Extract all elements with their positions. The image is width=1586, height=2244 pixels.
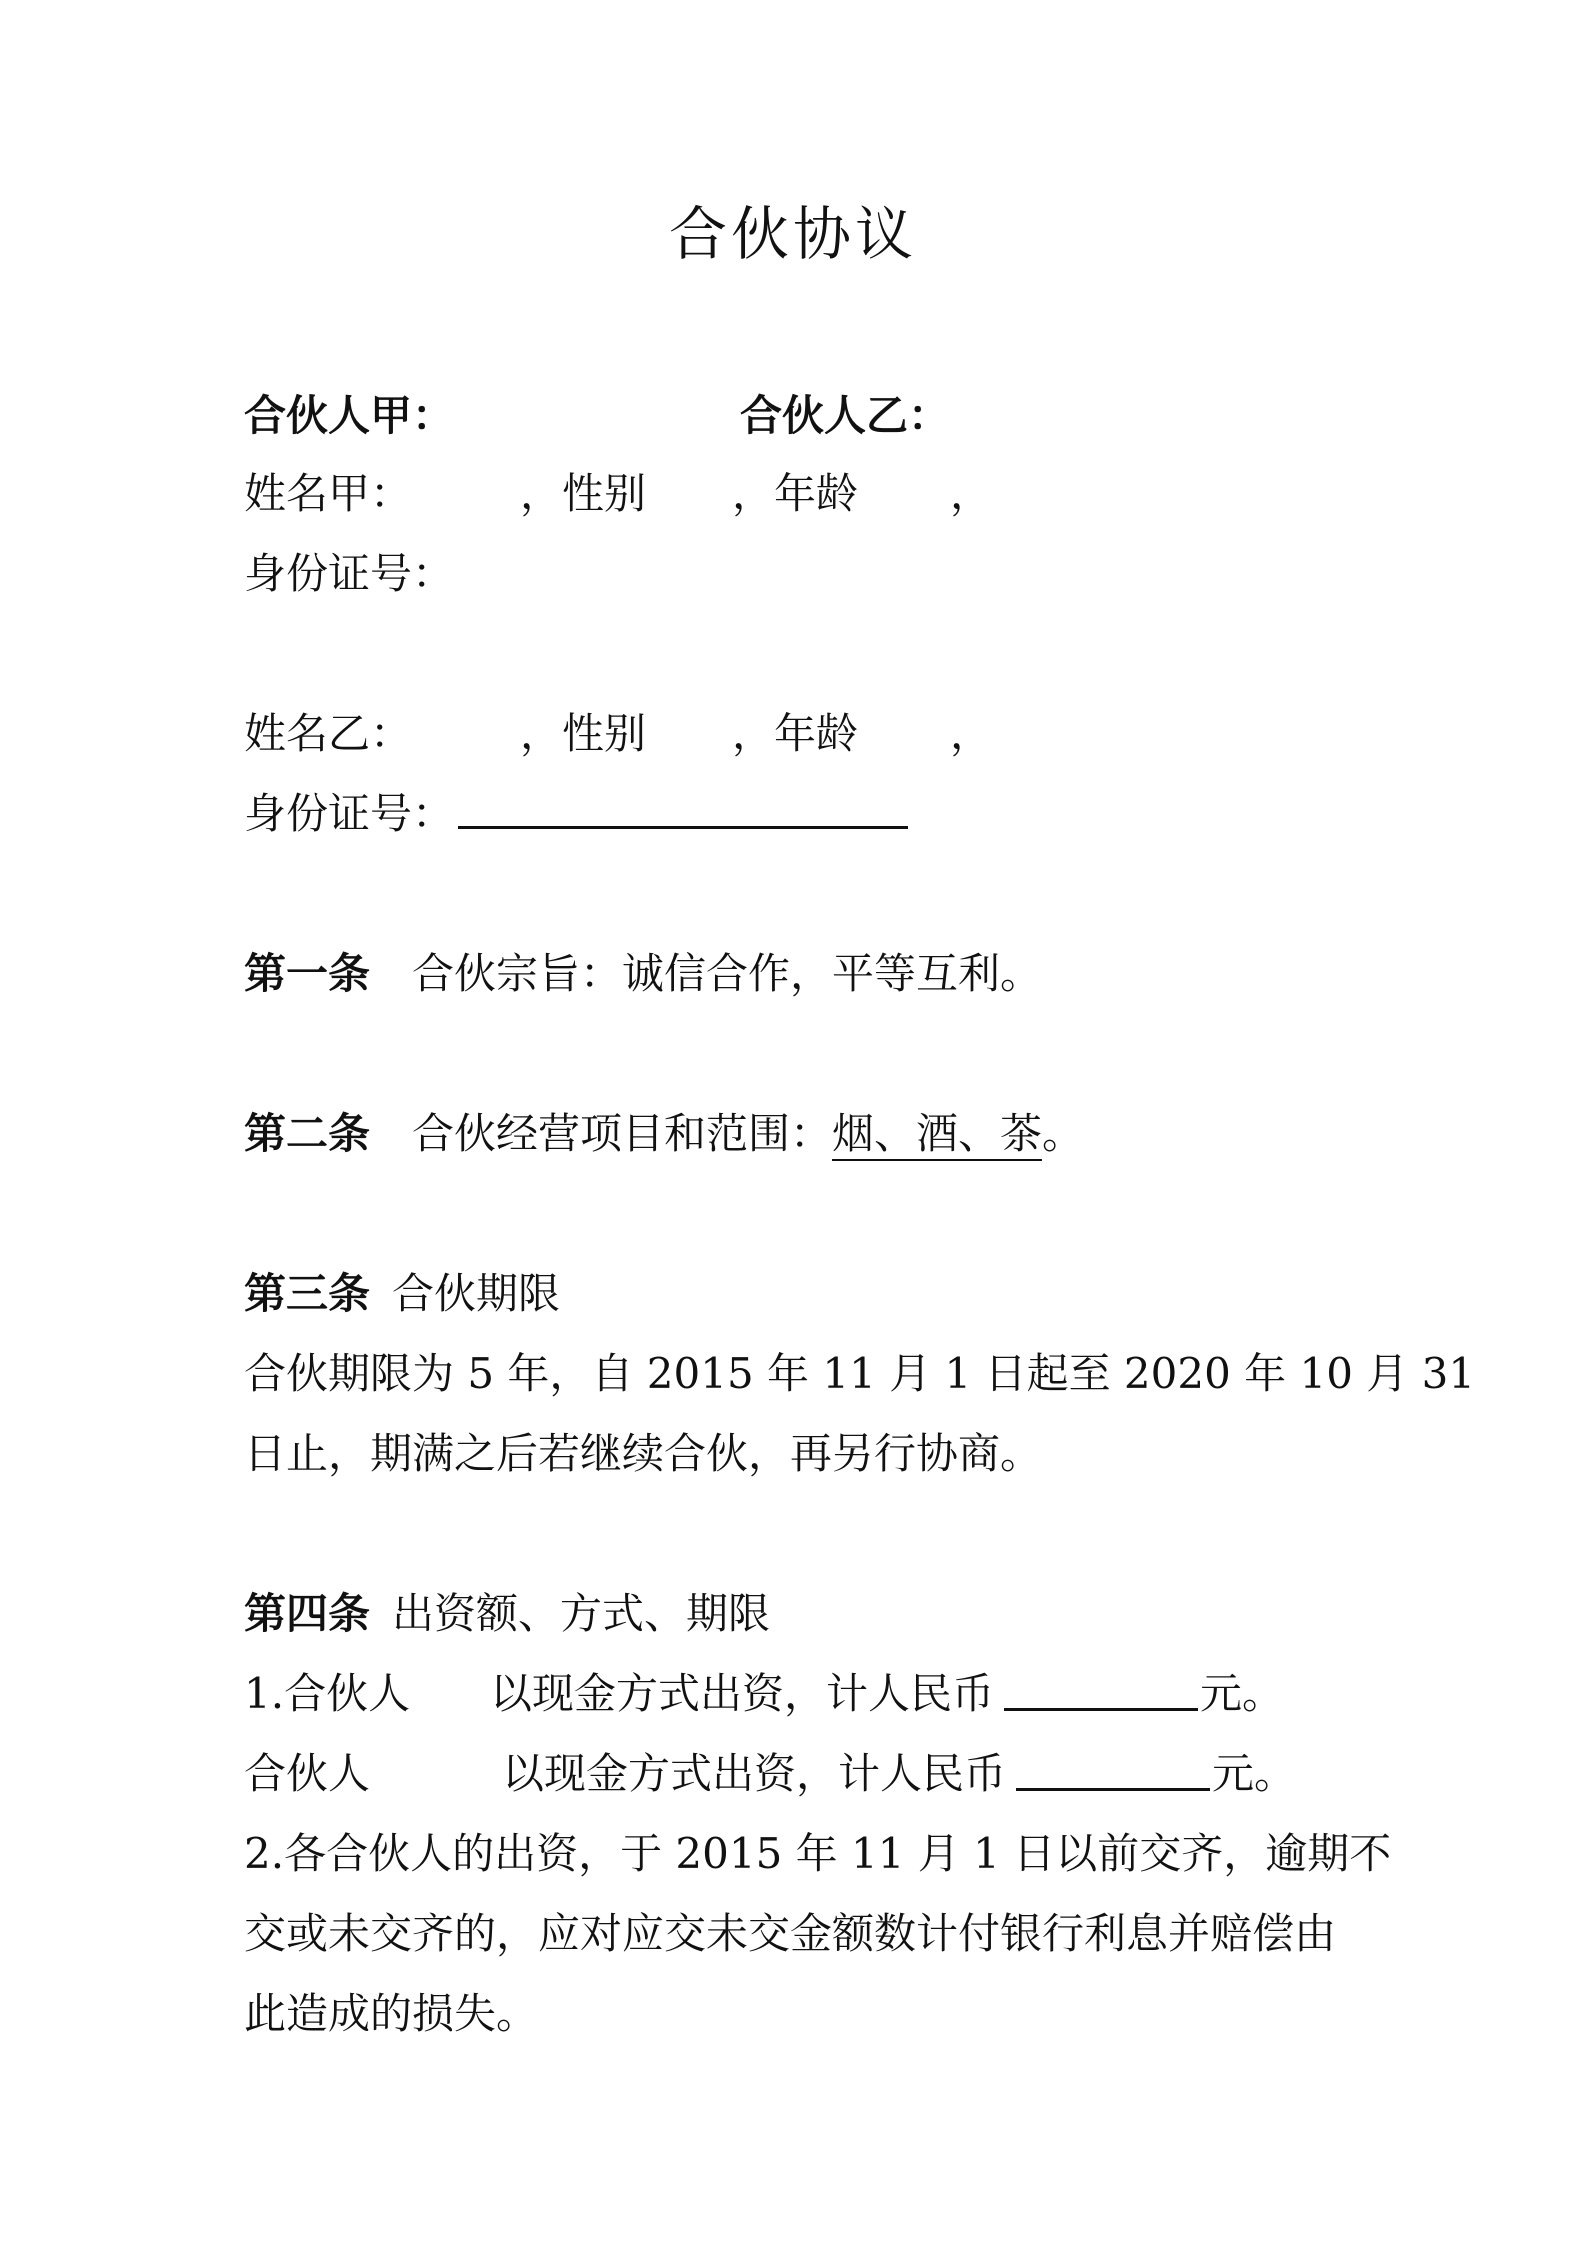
article3-line1: 合伙期限为 5 年，自 2015 年 11 月 1 日起至 2020 年 10 月 31 [244,1349,1476,1398]
article4-subtitle: 出资额、方式、期限 [392,1589,771,1638]
id-b-blank-line [458,826,908,829]
id-a-label: 身份证号： [244,549,455,598]
article4-heading: 第四条 [244,1589,371,1638]
name-a-label: 姓名甲： [244,469,413,518]
partner-a-label: 合伙人甲： [244,391,455,440]
article4-item2-line3: 此造成的损失。 [244,1989,539,2038]
name-a-trailing-comma: ， [950,469,993,518]
name-b-trailing-comma: ， [950,709,993,758]
article4-item2-line1: 2.各合伙人的出资，于 2015 年 11 月 1 日以前交齐，逾期不 [244,1829,1392,1878]
article1-text: 合伙宗旨：诚信合作，平等互利。 [412,949,1043,998]
id-b-label: 身份证号： [244,789,455,838]
article3-heading: 第三条 [244,1269,371,1318]
article3-line2: 日止，期满之后若继续合伙，再另行协商。 [244,1429,1043,1478]
article4-item1b-mid: 以现金方式出资，计人民币 [502,1749,1007,1798]
article4-item1-suffix: 元。 [1200,1669,1285,1718]
article4-item1-mid: 以现金方式出资，计人民币 [490,1669,995,1718]
sex-a-label: ，性别 [520,469,647,518]
age-a-label: ，年龄 [732,469,859,518]
article1-heading: 第一条 [244,949,371,998]
article4-item1-prefix: 1.合伙人 [244,1669,411,1718]
partner-b-label: 合伙人乙： [740,391,951,440]
sex-b-label: ，性别 [520,709,647,758]
age-b-label: ，年龄 [732,709,859,758]
article2-heading: 第二条 [244,1109,371,1158]
document-title: 合伙协议 [668,200,917,268]
article4-item2-line2: 交或未交齐的，应对应交未交金额数计付银行利息并赔偿由 [244,1909,1337,1958]
article4-item1b-amount-blank [1016,1788,1210,1791]
article3-subtitle: 合伙期限 [392,1269,561,1318]
article2-prefix: 合伙经营项目和范围： [412,1109,833,1158]
article4-item1b-suffix: 元。 [1212,1749,1297,1798]
article4-item1-amount-blank [1004,1708,1198,1711]
article2-suffix: 。 [1042,1109,1085,1158]
name-b-label: 姓名乙： [244,709,413,758]
article2-scope: 烟、酒、茶 [832,1109,1042,1161]
article4-item1b-prefix: 合伙人 [244,1749,371,1798]
article2-text [412,1106,1084,1162]
